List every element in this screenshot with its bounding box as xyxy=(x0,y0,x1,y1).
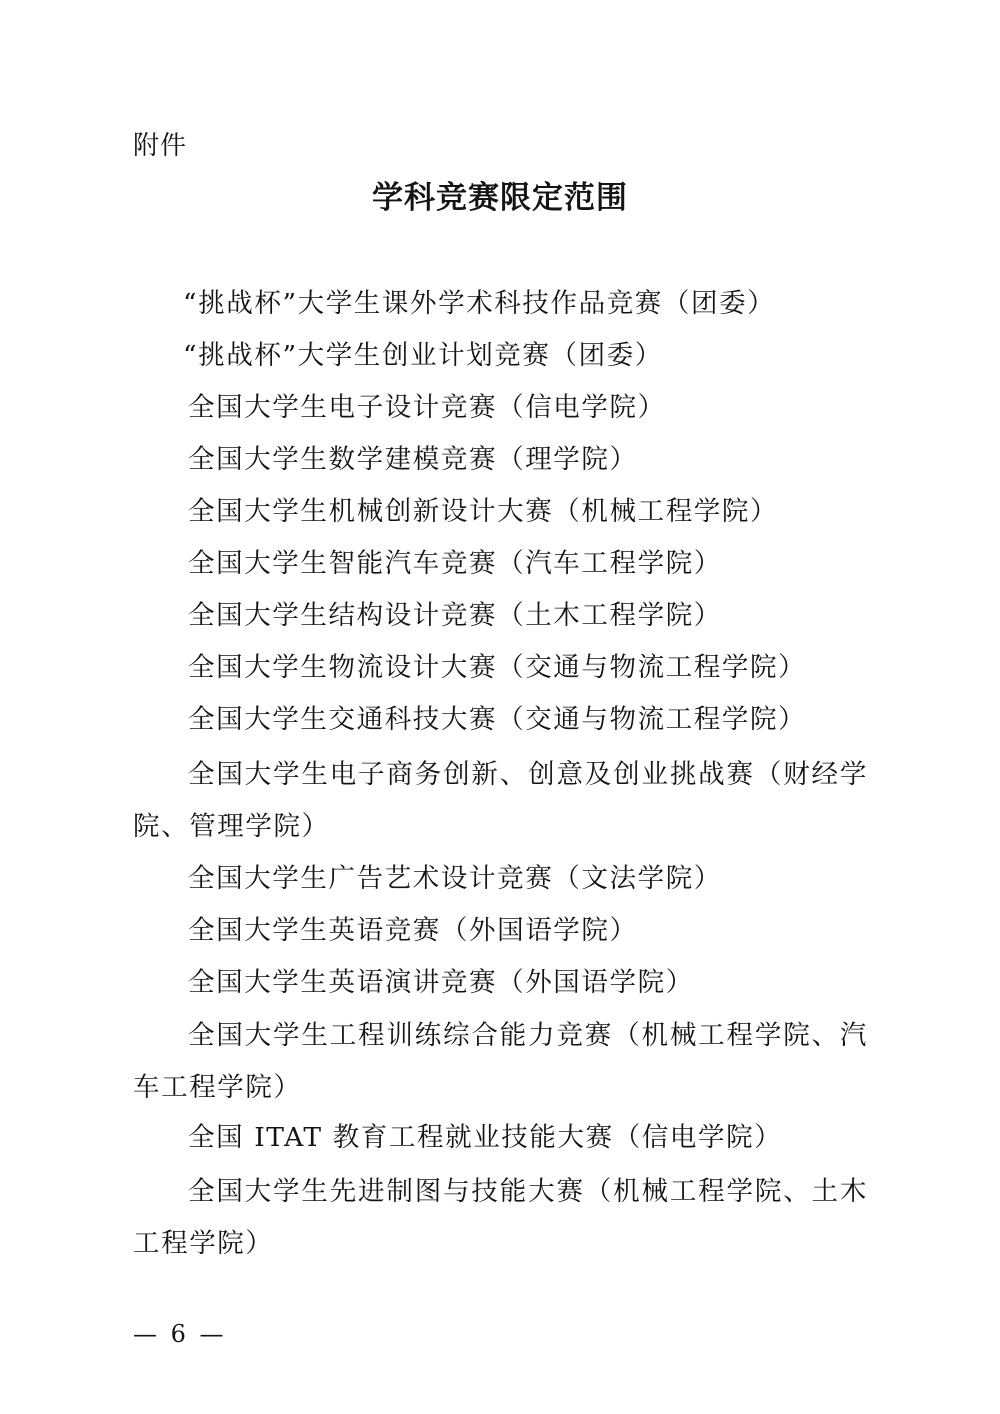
list-item: 全国大学生电子设计竞赛（信电学院） xyxy=(188,392,666,423)
list-item: 全国大学生英语演讲竞赛（外国语学院） xyxy=(188,967,694,998)
list-item: 全国大学生机械创新设计大赛（机械工程学院） xyxy=(188,496,779,527)
page-number: — 6 — xyxy=(133,1320,227,1348)
attachment-label: 附件 xyxy=(133,131,188,161)
list-item: 全国大学生结构设计竞赛（土木工程学院） xyxy=(188,600,722,631)
list-item: 全国大学生物流设计大赛（交通与物流工程学院） xyxy=(188,652,807,683)
list-item: 全国大学生智能汽车竞赛（汽车工程学院） xyxy=(188,548,722,579)
document-title: 学科竞赛限定范围 xyxy=(372,180,628,216)
list-item: 全国大学生英语竞赛（外国语学院） xyxy=(188,915,638,946)
list-item: 全国大学生交通科技大赛（交通与物流工程学院） xyxy=(188,704,807,735)
list-item: 全国大学生先进制图与技能大赛（机械工程学院、土木工程学院） xyxy=(133,1176,868,1259)
list-item: 全国大学生工程训练综合能力竞赛（机械工程学院、汽车工程学院） xyxy=(133,1020,868,1103)
list-item: “挑战杯”大学生创业计划竞赛（团委） xyxy=(183,340,663,371)
list-item: “挑战杯”大学生课外学术科技作品竞赛（团委） xyxy=(183,288,776,319)
list-item: 全国大学生广告艺术设计竞赛（文法学院） xyxy=(188,863,722,894)
list-item: 全国大学生数学建模竞赛（理学院） xyxy=(188,444,638,475)
list-item: 全国 ITAT 教育工程就业技能大赛（信电学院） xyxy=(188,1122,783,1153)
list-item: 全国大学生电子商务创新、创意及创业挑战赛（财经学院、管理学院） xyxy=(133,759,868,842)
